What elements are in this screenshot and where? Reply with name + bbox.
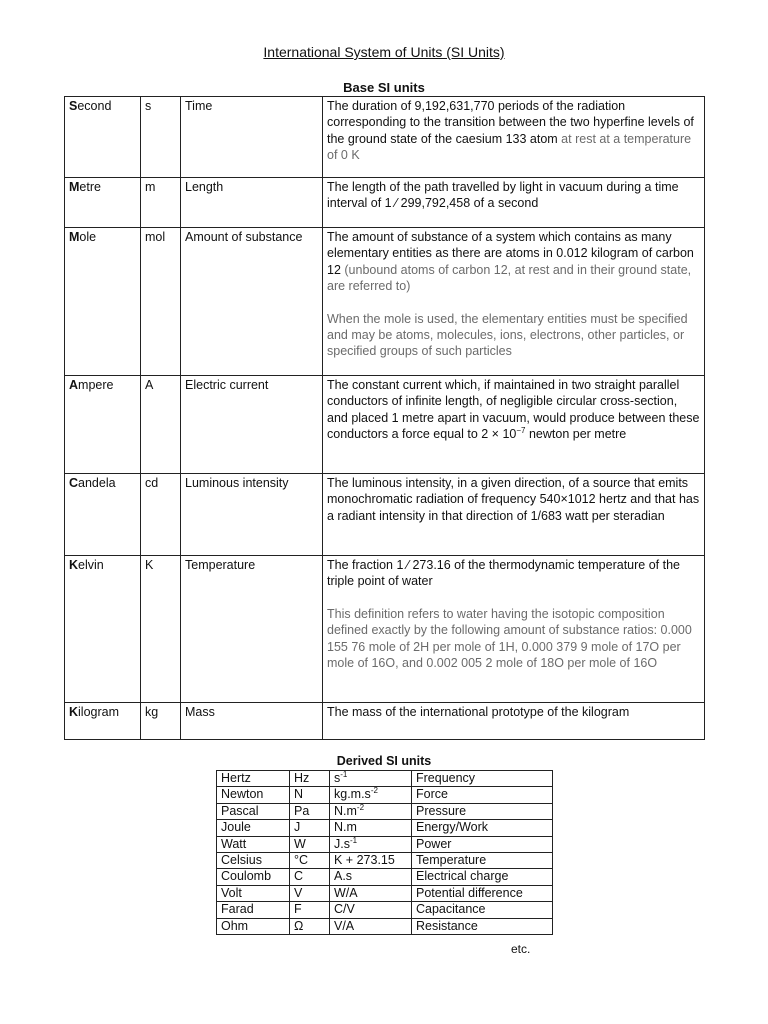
table-row	[65, 556, 705, 703]
unit-name: Kilogram	[65, 703, 141, 740]
unit-symbol: cd	[141, 474, 181, 556]
etc-note: etc.	[511, 942, 531, 956]
derived-symbol: V	[290, 885, 330, 901]
table-row	[65, 228, 705, 376]
derived-symbol: N	[290, 787, 330, 803]
derived-quantity: Resistance	[412, 918, 553, 934]
derived-name: Watt	[217, 836, 290, 852]
table-row	[217, 803, 553, 819]
table-row	[65, 703, 705, 740]
table-row	[217, 853, 553, 869]
page-title: International System of Units (SI Units)	[263, 44, 505, 60]
derived-units-heading: Derived SI units	[336, 754, 432, 768]
derived-expression: K + 273.15	[330, 853, 412, 869]
derived-name: Farad	[217, 902, 290, 918]
unit-note: When the mole is used, the elementary entities must be specified and may be atoms, molecules, ions, electrons, other particles, or specified groups of such particles	[327, 311, 688, 359]
derived-name: Volt	[217, 885, 290, 901]
unit-quantity: Luminous intensity	[181, 474, 323, 556]
derived-symbol: C	[290, 869, 330, 885]
unit-name: Kelvin	[65, 556, 141, 703]
unit-definition: The amount of substance of a system which contains as many elementary entities as there are atoms in 0.012 kilogram of carbon 12 (unbound atoms of carbon 12, at rest and in their ground state, are referred to) When the mole is used, the elementary entities must be specified and may be atoms, molecules, ions, electrons, other particles, or specified groups of such particles	[323, 228, 705, 376]
unit-name: Second	[65, 97, 141, 178]
unit-definition: The length of the path travelled by light in vacuum during a time interval of 1 ⁄ 299,792,458 of a second	[323, 178, 705, 228]
table-row	[217, 885, 553, 901]
unit-quantity: Mass	[181, 703, 323, 740]
unit-symbol: A	[141, 376, 181, 474]
derived-expression: $J.s^{-1}$	[330, 836, 412, 852]
table-row	[217, 787, 553, 803]
unit-note: This definition refers to water having the isotopic composition defined exactly by the following amount of substance ratios: 0.000 155 76 mole of 2H per mole of 1H, 0.000 379 9 mole of 17O per mole of 16O, and 0.002 005 2 mole of 18O per mole of 16O	[327, 606, 692, 671]
unit-symbol: kg	[141, 703, 181, 740]
derived-symbol: J	[290, 820, 330, 836]
unit-quantity: Electric current	[181, 376, 323, 474]
table-row	[65, 474, 705, 556]
derived-expression: $N.m^{-2}$	[330, 803, 412, 819]
unit-symbol: m	[141, 178, 181, 228]
unit-name: Mole	[65, 228, 141, 376]
unit-quantity: Amount of substance	[181, 228, 323, 376]
derived-quantity: Force	[412, 787, 553, 803]
table-row	[217, 836, 553, 852]
derived-name: Joule	[217, 820, 290, 836]
derived-symbol: Ω	[290, 918, 330, 934]
derived-symbol: Pa	[290, 803, 330, 819]
derived-quantity: Power	[412, 836, 553, 852]
base-units-table	[64, 96, 705, 740]
derived-symbol: °C	[290, 853, 330, 869]
table-row	[65, 178, 705, 228]
unit-quantity: Time	[181, 97, 323, 178]
unit-symbol: s	[141, 97, 181, 178]
derived-name: Celsius	[217, 853, 290, 869]
table-row	[217, 918, 553, 934]
unit-definition: The mass of the international prototype of the kilogram	[323, 703, 705, 740]
derived-name: Hertz	[217, 771, 290, 787]
derived-quantity: Potential difference	[412, 885, 553, 901]
table-row	[217, 771, 553, 787]
base-units-heading: Base SI units	[343, 80, 425, 95]
derived-symbol: W	[290, 836, 330, 852]
unit-quantity: Temperature	[181, 556, 323, 703]
derived-quantity: Temperature	[412, 853, 553, 869]
unit-quantity: Length	[181, 178, 323, 228]
unit-symbol: mol	[141, 228, 181, 376]
derived-quantity: Electrical charge	[412, 869, 553, 885]
derived-expression: W/A	[330, 885, 412, 901]
derived-name: Ohm	[217, 918, 290, 934]
derived-expression: $kg.m.s^{-2}$	[330, 787, 412, 803]
derived-units-table	[216, 770, 553, 935]
derived-expression: C/V	[330, 902, 412, 918]
unit-definition: The duration of 9,192,631,770 periods of the radiation corresponding to the transition between the two hyperfine levels of the ground state of the caesium 133 atom at rest at a temperature of 0 K	[323, 97, 705, 178]
derived-quantity: Energy/Work	[412, 820, 553, 836]
derived-quantity: Frequency	[412, 771, 553, 787]
table-row	[217, 869, 553, 885]
derived-symbol: F	[290, 902, 330, 918]
table-row	[217, 820, 553, 836]
derived-quantity: Pressure	[412, 803, 553, 819]
table-row	[65, 97, 705, 178]
derived-expression: A.s	[330, 869, 412, 885]
derived-quantity: Capacitance	[412, 902, 553, 918]
unit-name: Ampere	[65, 376, 141, 474]
derived-expression: $s^{-1}$	[330, 771, 412, 787]
derived-expression: N.m	[330, 820, 412, 836]
unit-definition: The luminous intensity, in a given direction, of a source that emits monochromatic radiation of frequency 540×1012 hertz and that has a radiant intensity in that direction of 1/683 watt per steradian	[323, 474, 705, 556]
unit-definition: The fraction 1 ⁄ 273.16 of the thermodynamic temperature of the triple point of water This definition refers to water having the isotopic composition defined exactly by the following amount of substance ratios: 0.000 155 76 mole of 2H per mole of 1H, 0.000 379 9 mole of 17O per mole of 16O, and 0.002 005 2 mole of 18O per mole of 16O	[323, 556, 705, 703]
table-row	[65, 376, 705, 474]
derived-name: Coulomb	[217, 869, 290, 885]
derived-name: Newton	[217, 787, 290, 803]
unit-name: Candela	[65, 474, 141, 556]
unit-name: Metre	[65, 178, 141, 228]
unit-definition: The constant current which, if maintained in two straight parallel conductors of infinite length, of negligible circular cross-section, and placed 1 metre apart in vacuum, would produce between these conductors a force equal to $2 \times 10^{-7}$ newton per metre	[323, 376, 705, 474]
unit-symbol: K	[141, 556, 181, 703]
derived-name: Pascal	[217, 803, 290, 819]
table-row	[217, 902, 553, 918]
derived-expression: V/A	[330, 918, 412, 934]
derived-symbol: Hz	[290, 771, 330, 787]
